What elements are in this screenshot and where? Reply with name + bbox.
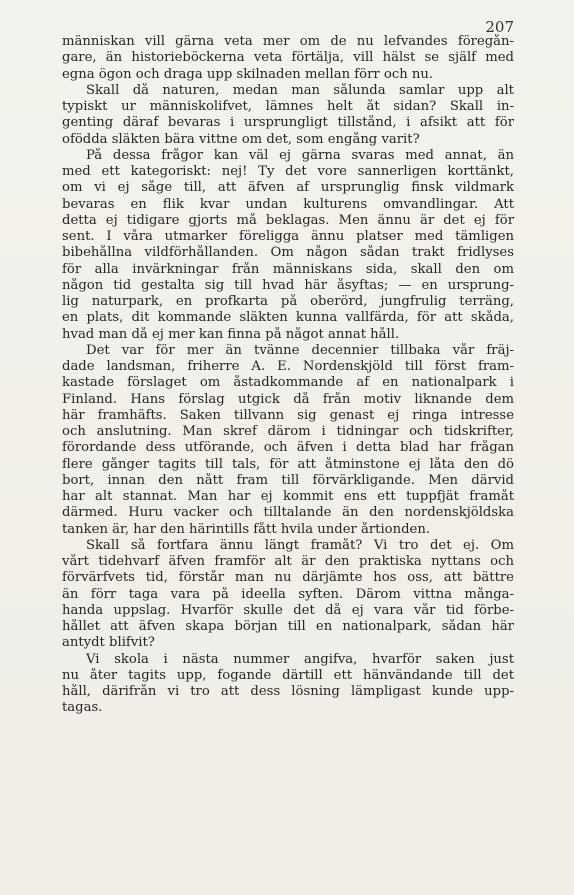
text-line: antydt blifvit? (62, 635, 155, 651)
text-line: människan vill gärna veta mer om de nu lefvandes föregån- (62, 34, 514, 49)
page-number: 207 (485, 18, 514, 36)
text-line: hvad man då ej mer kan finna på något annat håll. (62, 326, 400, 342)
text-line: Skall så fortfara ännu längt framåt? Vi tro det ej. Om (86, 537, 514, 553)
text-line: detta ej tidigare gjorts må beklagas. Men ännu är det ej för (62, 212, 514, 228)
text-line: dade landsman, friherre A. E. Nordenskjöld till först fram- (62, 359, 514, 374)
text-line: nu åter tagits upp, fogande därtill ett hänvändande till det (62, 667, 514, 683)
text-line: här framhäfts. Saken tillvann sig genast ej ringa intresse (62, 407, 514, 423)
text-line: förvärfvets tid, förstår man nu därjämte hos oss, att bättre (62, 570, 514, 586)
text-line: håll, därifrån vi tro att dess lösning lämpligast kunde upp- (62, 684, 514, 699)
text-line: tagas. (62, 700, 103, 716)
text-line: om vi ej såge till, att äfven af ursprunglig finsk vildmark (62, 180, 514, 196)
text-line: och anslutning. Man skref därom i tidningar och tidskrifter, (62, 424, 514, 439)
text-line: en plats, dit kommande släkten kunna vallfärda, för att skåda, (62, 310, 514, 326)
text-line: vårt tidehvarf äfven framför alt är den praktiska nyttans och (62, 554, 514, 569)
text-line: tanken är, har den härintills fått hvila under årtionden. (62, 521, 431, 537)
text-line: Det var för mer än tvänne decennier tillbaka vår fräj- (86, 342, 514, 358)
text-line: egna ögon och draga upp skilnaden mellan förr och nu. (62, 66, 434, 82)
text-line: någon tid gestalta sig till hvad här åsyftas; — en ursprung- (62, 277, 514, 293)
text-line: har alt stannat. Man har ej kommit ens ett tuppfjät framåt (62, 489, 514, 504)
body-text (62, 34, 514, 717)
text-line: kastade förslaget om åstadkommande af en nationalpark i (62, 375, 514, 391)
text-line: genting däraf bevaras i ursprungligt tillstånd, i afsikt att för (62, 115, 514, 131)
text-line: flere gånger tagits till tals, för att åtminstone ej låta den dö (62, 456, 514, 472)
text-line: sent. I våra utmarker föreligga ännu platser med tämligen (62, 229, 514, 244)
text-line: lig naturpark, en profkarta på oberörd, jungfrulig terräng, (62, 294, 514, 309)
text-line: för alla invärkningar från människans sida, skall den om (62, 261, 514, 277)
text-line: hållet att äfven skapa början till en nationalpark, sådan här (62, 619, 514, 634)
text-line: Finland. Hans förslag utgick då från motiv liknande dem (62, 391, 514, 407)
text-line: Vi skola i nästa nummer angifva, hvarför saken just (86, 651, 514, 667)
text-line: med ett kategoriskt: nej! Ty det vore sannerligen korttänkt, (62, 164, 514, 179)
text-line: bibehållna vildförhållanden. Om någon sådan trakt fridlyses (62, 245, 514, 261)
text-line: bort, innan den nått fram till förvärkligande. Men därvid (62, 472, 514, 488)
text-line: än förr taga vara på ideella syften. Därom vittna många- (62, 586, 514, 602)
text-line: På dessa frågor kan väl ej gärna svaras med annat, än (86, 147, 514, 163)
text-line: typiskt ur människolifvet, lämnes helt åt sidan? Skall in- (62, 99, 514, 114)
text-line: gare, än historieböckerna veta förtälja, vill hälst se själf med (62, 50, 514, 66)
text-line: bevaras en flik kvar undan kulturens omvandlingar. Att (62, 196, 514, 212)
text-line: handa uppslag. Hvarför skulle det då ej vara vår tid förbe- (62, 602, 514, 618)
text-line: därmed. Huru vacker och tilltalande än den nordenskjöldska (62, 505, 514, 521)
text-line: Skall då naturen, medan man sålunda samlar upp alt (86, 82, 514, 98)
text-line: förordande dess utförande, och äfven i detta blad har frågan (62, 440, 514, 456)
text-line: ofödda släkten bära vittne om det, som engång varit? (62, 131, 420, 147)
